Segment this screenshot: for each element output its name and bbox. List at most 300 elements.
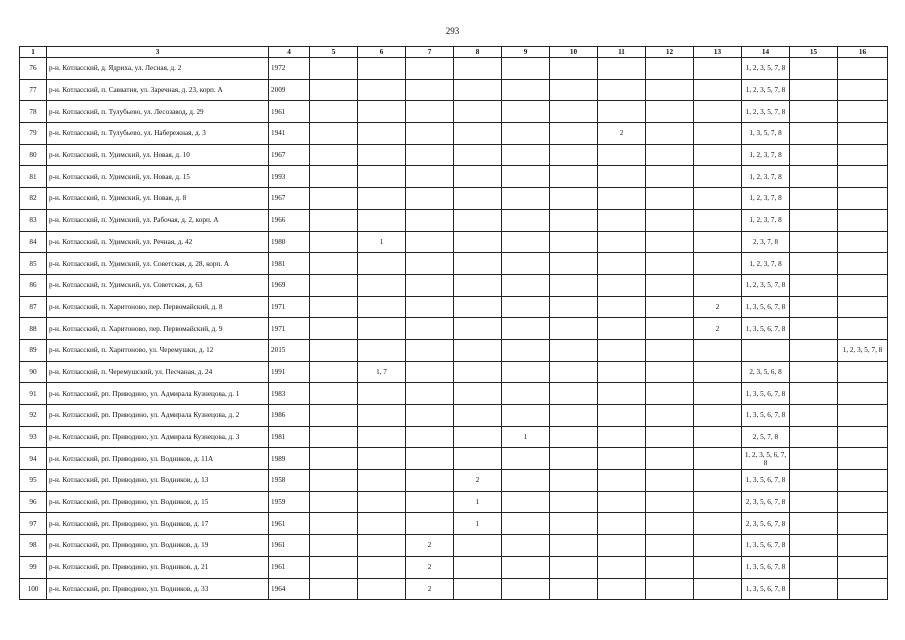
cell-col-8	[454, 231, 502, 253]
cell-col-10	[550, 318, 598, 340]
cell-col-16	[838, 491, 888, 513]
row-number-cell: 80	[20, 144, 47, 166]
cell-col-13	[694, 426, 742, 448]
row-number-cell: 88	[20, 318, 47, 340]
table-row	[20, 209, 888, 231]
cell-col-13	[694, 361, 742, 383]
cell-col-13	[694, 405, 742, 427]
cell-col-11	[598, 448, 646, 470]
row-number-cell: 77	[20, 79, 47, 101]
cell-col-9	[502, 448, 550, 470]
address-cell: р-н. Котласский, рп. Приводино, ул. Водников, д. 19	[47, 535, 269, 557]
cell-col-9	[502, 405, 550, 427]
row-number-cell: 85	[20, 253, 47, 275]
address-cell: р-н. Котласский, рп. Приводино, ул. Водников, д. 17	[47, 513, 269, 535]
cell-col-15	[790, 318, 838, 340]
table-header	[20, 47, 888, 58]
cell-col-6	[358, 578, 406, 600]
cell-col-12	[646, 144, 694, 166]
cell-col-12	[646, 339, 694, 361]
cell-col-5	[310, 426, 358, 448]
cell-col-16	[838, 144, 888, 166]
year-cell: 1961	[269, 101, 310, 123]
cell-col-8	[454, 426, 502, 448]
cell-col-14: 2, 3, 7, 8	[742, 231, 790, 253]
cell-col-7	[406, 405, 454, 427]
cell-col-9	[502, 491, 550, 513]
cell-col-7: 2	[406, 578, 454, 600]
cell-col-13	[694, 274, 742, 296]
cell-col-5	[310, 188, 358, 210]
cell-col-16	[838, 513, 888, 535]
cell-col-8	[454, 79, 502, 101]
row-number-cell: 76	[20, 58, 47, 80]
row-number-cell: 79	[20, 123, 47, 145]
cell-col-15	[790, 296, 838, 318]
cell-col-6	[358, 426, 406, 448]
address-cell: р-н. Котласский, рп. Приводино, ул. Адмирала Кузнецова, д. 3	[47, 426, 269, 448]
cell-col-7	[406, 58, 454, 80]
cell-col-7	[406, 144, 454, 166]
cell-col-7	[406, 448, 454, 470]
year-cell: 1967	[269, 188, 310, 210]
address-cell: р-н. Котласский, п. Тулубьево, ул. Набережная, д. 3	[47, 123, 269, 145]
cell-col-11	[598, 296, 646, 318]
year-cell: 1986	[269, 405, 310, 427]
cell-col-10	[550, 79, 598, 101]
column-header: 8	[454, 47, 502, 58]
cell-col-11	[598, 513, 646, 535]
cell-col-11	[598, 318, 646, 340]
cell-col-7	[406, 491, 454, 513]
cell-col-8	[454, 253, 502, 275]
cell-col-10	[550, 209, 598, 231]
row-number-cell: 83	[20, 209, 47, 231]
cell-col-10	[550, 339, 598, 361]
cell-col-13	[694, 383, 742, 405]
cell-col-9: 1	[502, 426, 550, 448]
cell-col-7	[406, 339, 454, 361]
cell-col-9	[502, 556, 550, 578]
cell-col-5	[310, 101, 358, 123]
cell-col-16	[838, 535, 888, 557]
address-cell: р-н. Котласский, п. Удимский, ул. Советская, д. 63	[47, 274, 269, 296]
column-header: 12	[646, 47, 694, 58]
cell-col-13: 2	[694, 318, 742, 340]
table-row	[20, 491, 888, 513]
table-row	[20, 274, 888, 296]
cell-col-8	[454, 123, 502, 145]
column-header: 9	[502, 47, 550, 58]
cell-col-14: 1, 3, 5, 6, 7, 8	[742, 405, 790, 427]
year-cell: 1981	[269, 426, 310, 448]
cell-col-6	[358, 253, 406, 275]
cell-col-8	[454, 578, 502, 600]
row-number-cell: 90	[20, 361, 47, 383]
cell-col-16: 1, 2, 3, 5, 7, 8	[838, 339, 888, 361]
cell-col-16	[838, 79, 888, 101]
row-number-cell: 91	[20, 383, 47, 405]
cell-col-12	[646, 101, 694, 123]
cell-col-15	[790, 513, 838, 535]
cell-col-12	[646, 405, 694, 427]
cell-col-16	[838, 405, 888, 427]
cell-col-8	[454, 144, 502, 166]
cell-col-5	[310, 383, 358, 405]
cell-col-10	[550, 361, 598, 383]
address-cell: р-н. Котласский, п. Удимский, ул. Речная, д. 42	[47, 231, 269, 253]
cell-col-16	[838, 274, 888, 296]
cell-col-11	[598, 231, 646, 253]
row-number-cell: 99	[20, 556, 47, 578]
cell-col-7	[406, 274, 454, 296]
cell-col-16	[838, 578, 888, 600]
address-cell: р-н. Котласский, рп. Приводино, ул. Водников, д. 11А	[47, 448, 269, 470]
cell-col-11	[598, 405, 646, 427]
cell-col-12	[646, 188, 694, 210]
cell-col-14: 1, 2, 3, 5, 7, 8	[742, 79, 790, 101]
cell-col-9	[502, 188, 550, 210]
cell-col-6	[358, 491, 406, 513]
cell-col-7	[406, 79, 454, 101]
cell-col-14: 1, 3, 5, 6, 7, 8	[742, 383, 790, 405]
cell-col-9	[502, 209, 550, 231]
address-cell: р-н. Котласский, рп. Приводино, ул. Водников, д. 33	[47, 578, 269, 600]
cell-col-16	[838, 470, 888, 492]
table-row	[20, 166, 888, 188]
cell-col-11	[598, 166, 646, 188]
cell-col-14: 2, 3, 5, 6, 7, 8	[742, 491, 790, 513]
cell-col-9	[502, 101, 550, 123]
year-cell: 1958	[269, 470, 310, 492]
cell-col-16	[838, 556, 888, 578]
address-cell: р-н. Котласский, рп. Приводино, ул. Адмирала Кузнецова, д. 2	[47, 405, 269, 427]
address-cell: р-н. Котласский, п. Черемушский, ул. Песчаная, д. 24	[47, 361, 269, 383]
cell-col-9	[502, 361, 550, 383]
cell-col-5	[310, 578, 358, 600]
cell-col-8: 1	[454, 491, 502, 513]
cell-col-11	[598, 274, 646, 296]
cell-col-12	[646, 58, 694, 80]
year-cell: 2009	[269, 79, 310, 101]
cell-col-12	[646, 426, 694, 448]
column-header: 15	[790, 47, 838, 58]
row-number-cell: 97	[20, 513, 47, 535]
cell-col-5	[310, 535, 358, 557]
cell-col-5	[310, 144, 358, 166]
cell-col-15	[790, 578, 838, 600]
cell-col-13	[694, 79, 742, 101]
table-row	[20, 318, 888, 340]
cell-col-14: 2, 5, 7, 8	[742, 426, 790, 448]
cell-col-14: 1, 2, 3, 5, 7, 8	[742, 274, 790, 296]
cell-col-14: 1, 2, 3, 7, 8	[742, 144, 790, 166]
cell-col-8	[454, 274, 502, 296]
cell-col-15	[790, 426, 838, 448]
cell-col-5	[310, 491, 358, 513]
cell-col-16	[838, 58, 888, 80]
table-row	[20, 144, 888, 166]
cell-col-5	[310, 274, 358, 296]
cell-col-16	[838, 166, 888, 188]
table-row	[20, 361, 888, 383]
cell-col-7	[406, 101, 454, 123]
cell-col-15	[790, 361, 838, 383]
cell-col-8: 2	[454, 470, 502, 492]
cell-col-9	[502, 339, 550, 361]
cell-col-7	[406, 166, 454, 188]
cell-col-12	[646, 383, 694, 405]
column-header: 13	[694, 47, 742, 58]
row-number-cell: 86	[20, 274, 47, 296]
cell-col-10	[550, 556, 598, 578]
row-number-cell: 95	[20, 470, 47, 492]
address-cell: р-н. Котласский, п. Тулубьево, ул. Лесозавод, д. 29	[47, 101, 269, 123]
row-number-cell: 89	[20, 339, 47, 361]
cell-col-6	[358, 209, 406, 231]
cell-col-7	[406, 188, 454, 210]
cell-col-5	[310, 513, 358, 535]
address-cell: р-н. Котласский, рп. Приводино, ул. Водников, д. 21	[47, 556, 269, 578]
cell-col-15	[790, 144, 838, 166]
cell-col-9	[502, 144, 550, 166]
cell-col-13	[694, 231, 742, 253]
cell-col-6	[358, 188, 406, 210]
cell-col-6	[358, 339, 406, 361]
year-cell: 1980	[269, 231, 310, 253]
cell-col-9	[502, 470, 550, 492]
cell-col-6: 1	[358, 231, 406, 253]
cell-col-7	[406, 209, 454, 231]
cell-col-12	[646, 166, 694, 188]
cell-col-12	[646, 491, 694, 513]
table-row	[20, 383, 888, 405]
cell-col-13	[694, 144, 742, 166]
address-cell: р-н. Котласский, п. Удимский, ул. Советская, д. 28, корп. А	[47, 253, 269, 275]
table-row	[20, 79, 888, 101]
cell-col-7	[406, 426, 454, 448]
cell-col-14: 1, 2, 3, 7, 8	[742, 253, 790, 275]
cell-col-16	[838, 318, 888, 340]
cell-col-13	[694, 166, 742, 188]
column-header: 3	[47, 47, 269, 58]
cell-col-5	[310, 448, 358, 470]
row-number-cell: 96	[20, 491, 47, 513]
cell-col-8	[454, 535, 502, 557]
year-cell: 1971	[269, 318, 310, 340]
cell-col-15	[790, 470, 838, 492]
cell-col-7	[406, 513, 454, 535]
cell-col-16	[838, 296, 888, 318]
year-cell: 1989	[269, 448, 310, 470]
cell-col-10	[550, 101, 598, 123]
cell-col-12	[646, 578, 694, 600]
cell-col-12	[646, 79, 694, 101]
table-row	[20, 296, 888, 318]
cell-col-12	[646, 535, 694, 557]
cell-col-12	[646, 513, 694, 535]
cell-col-14: 1, 3, 5, 6, 7, 8	[742, 556, 790, 578]
table-row	[20, 578, 888, 600]
cell-col-13	[694, 58, 742, 80]
cell-col-11	[598, 535, 646, 557]
cell-col-9	[502, 578, 550, 600]
column-header: 10	[550, 47, 598, 58]
cell-col-8	[454, 318, 502, 340]
column-header: 11	[598, 47, 646, 58]
cell-col-15	[790, 383, 838, 405]
address-cell: р-н. Котласский, п. Удимский, ул. Новая, д. 10	[47, 144, 269, 166]
cell-col-7	[406, 123, 454, 145]
cell-col-14: 1, 2, 3, 5, 7, 8	[742, 101, 790, 123]
column-header: 6	[358, 47, 406, 58]
cell-col-11	[598, 79, 646, 101]
cell-col-6	[358, 166, 406, 188]
cell-col-9	[502, 383, 550, 405]
year-cell: 1993	[269, 166, 310, 188]
table-row	[20, 101, 888, 123]
cell-col-8	[454, 58, 502, 80]
cell-col-11	[598, 383, 646, 405]
cell-col-13	[694, 556, 742, 578]
row-number-cell: 87	[20, 296, 47, 318]
row-number-cell: 78	[20, 101, 47, 123]
year-cell: 1961	[269, 535, 310, 557]
cell-col-11	[598, 578, 646, 600]
cell-col-10	[550, 470, 598, 492]
cell-col-10	[550, 578, 598, 600]
cell-col-8	[454, 188, 502, 210]
address-cell: р-н. Котласский, рп. Приводино, ул. Водников, д. 13	[47, 470, 269, 492]
cell-col-6	[358, 470, 406, 492]
cell-col-13	[694, 253, 742, 275]
cell-col-9	[502, 318, 550, 340]
cell-col-6: 1, 7	[358, 361, 406, 383]
cell-col-15	[790, 231, 838, 253]
cell-col-12	[646, 123, 694, 145]
column-header: 1	[20, 47, 47, 58]
table-row	[20, 513, 888, 535]
table-row	[20, 339, 888, 361]
cell-col-8	[454, 166, 502, 188]
cell-col-5	[310, 58, 358, 80]
column-header: 5	[310, 47, 358, 58]
cell-col-7	[406, 383, 454, 405]
cell-col-8	[454, 448, 502, 470]
cell-col-6	[358, 535, 406, 557]
cell-col-11	[598, 58, 646, 80]
cell-col-6	[358, 144, 406, 166]
address-cell: р-н. Котласский, п. Удимский, ул. Новая, д. 15	[47, 166, 269, 188]
cell-col-10	[550, 535, 598, 557]
cell-col-6	[358, 296, 406, 318]
cell-col-5	[310, 405, 358, 427]
table-row	[20, 535, 888, 557]
cell-col-15	[790, 405, 838, 427]
table-row	[20, 405, 888, 427]
cell-col-14: 1, 2, 3, 7, 8	[742, 209, 790, 231]
cell-col-15	[790, 535, 838, 557]
table-row	[20, 58, 888, 80]
cell-col-10	[550, 426, 598, 448]
cell-col-14: 1, 3, 5, 6, 7, 8	[742, 535, 790, 557]
cell-col-14	[742, 339, 790, 361]
cell-col-14: 1, 3, 5, 6, 7, 8	[742, 470, 790, 492]
row-number-cell: 100	[20, 578, 47, 600]
cell-col-10	[550, 405, 598, 427]
table-row	[20, 253, 888, 275]
cell-col-12	[646, 470, 694, 492]
cell-col-8	[454, 339, 502, 361]
cell-col-11	[598, 101, 646, 123]
address-cell: р-н. Котласский, п. Савватия, ул. Заречная, д. 23, корп. А	[47, 79, 269, 101]
cell-col-11	[598, 470, 646, 492]
cell-col-13	[694, 535, 742, 557]
cell-col-10	[550, 491, 598, 513]
table-row	[20, 123, 888, 145]
address-cell: р-н. Котласский, п. Харитоново, пер. Первомайский, д. 9	[47, 318, 269, 340]
cell-col-8	[454, 383, 502, 405]
buildings-table	[19, 46, 888, 600]
cell-col-6	[358, 405, 406, 427]
cell-col-16	[838, 426, 888, 448]
cell-col-6	[358, 513, 406, 535]
cell-col-12	[646, 318, 694, 340]
cell-col-9	[502, 296, 550, 318]
cell-col-12	[646, 556, 694, 578]
cell-col-15	[790, 448, 838, 470]
address-cell: р-н. Котласский, п. Удимский, ул. Новая, д. 8	[47, 188, 269, 210]
cell-col-6	[358, 556, 406, 578]
cell-col-8	[454, 296, 502, 318]
cell-col-5	[310, 209, 358, 231]
cell-col-15	[790, 101, 838, 123]
cell-col-6	[358, 79, 406, 101]
cell-col-12	[646, 209, 694, 231]
cell-col-15	[790, 274, 838, 296]
table-row	[20, 448, 888, 470]
address-cell: р-н. Котласский, п. Харитоново, пер. Первомайский, д. 8	[47, 296, 269, 318]
cell-col-6	[358, 101, 406, 123]
column-header: 4	[269, 47, 310, 58]
cell-col-5	[310, 556, 358, 578]
cell-col-15	[790, 58, 838, 80]
row-number-cell: 94	[20, 448, 47, 470]
cell-col-5	[310, 253, 358, 275]
row-number-cell: 93	[20, 426, 47, 448]
header-row	[20, 47, 888, 58]
cell-col-11	[598, 426, 646, 448]
column-header: 14	[742, 47, 790, 58]
cell-col-14: 1, 2, 3, 7, 8	[742, 166, 790, 188]
cell-col-10	[550, 58, 598, 80]
cell-col-16	[838, 231, 888, 253]
cell-col-9	[502, 231, 550, 253]
cell-col-14: 1, 2, 3, 5, 6, 7, 8	[742, 448, 790, 470]
cell-col-13	[694, 101, 742, 123]
address-cell: р-н. Котласский, п. Удимский, ул. Рабочая, д. 2, корп. А	[47, 209, 269, 231]
cell-col-13	[694, 209, 742, 231]
cell-col-14: 1, 3, 5, 6, 7, 8	[742, 296, 790, 318]
cell-col-9	[502, 58, 550, 80]
cell-col-12	[646, 274, 694, 296]
cell-col-14: 1, 3, 5, 6, 7, 8	[742, 318, 790, 340]
cell-col-14: 1, 3, 5, 6, 7, 8	[742, 578, 790, 600]
cell-col-16	[838, 383, 888, 405]
column-header: 16	[838, 47, 888, 58]
cell-col-10	[550, 296, 598, 318]
cell-col-11: 2	[598, 123, 646, 145]
